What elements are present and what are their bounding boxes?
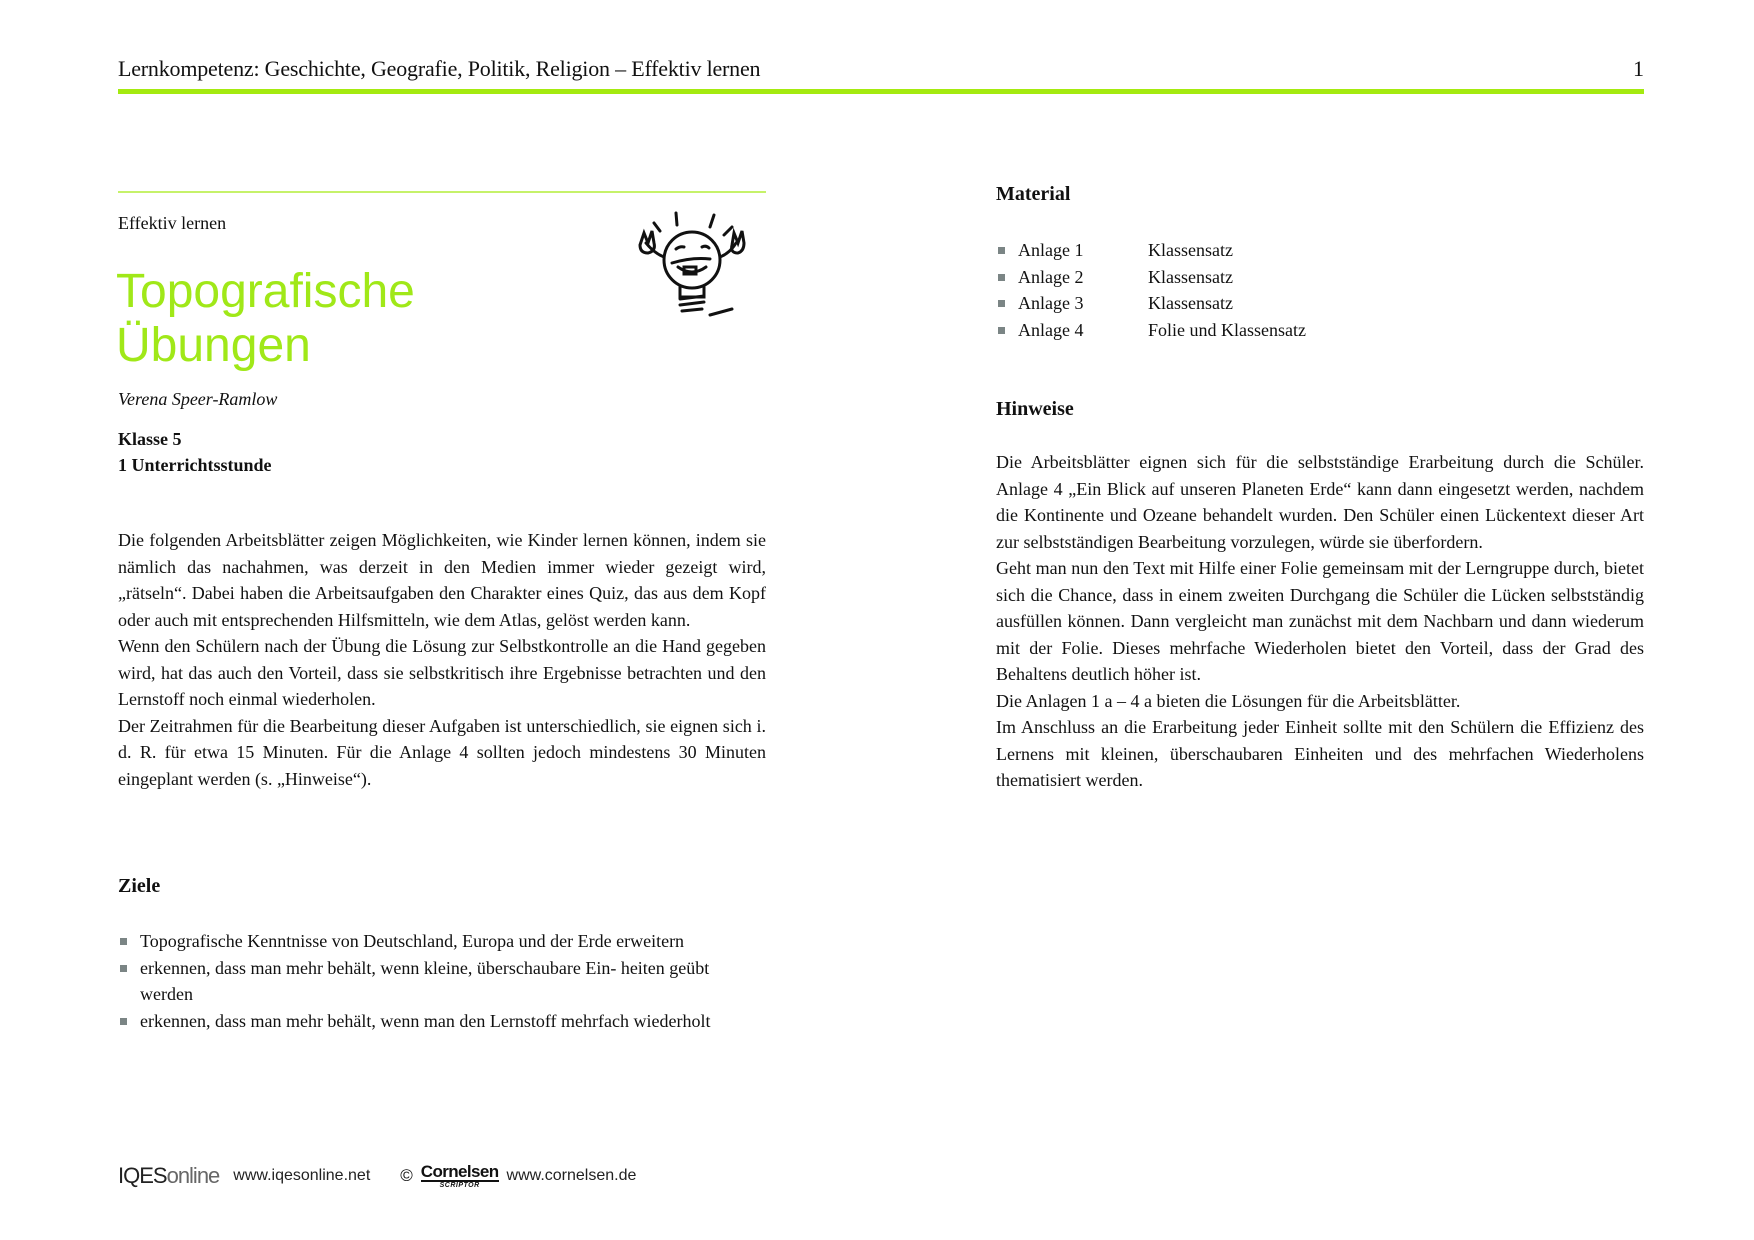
material-item — [996, 317, 1644, 344]
bullet-square-icon — [998, 327, 1005, 334]
notes-paragraph: Die Anlagen 1 a – 4 a bieten die Lösungen für die Arbeitsblätter. — [996, 690, 1461, 711]
iqes-brand: IQES — [118, 1163, 167, 1188]
page-footer — [118, 1160, 636, 1192]
goal-text: erkennen, dass man mehr behält, wenn kleine, überschaubare Ein- heiten geübt werden — [140, 957, 710, 1004]
iqes-brand-suffix: online — [166, 1163, 220, 1188]
series-kicker: Effektiv lernen — [118, 213, 227, 233]
material-type: Klassensatz — [1148, 240, 1233, 260]
notes-text — [996, 449, 1644, 794]
cornelsen-logo — [421, 1163, 499, 1189]
goal-item — [118, 1008, 766, 1035]
author: Verena Speer-Ramlow — [118, 389, 278, 409]
bullet-square-icon — [998, 300, 1005, 307]
material-list — [996, 237, 1644, 343]
goals-heading: Ziele — [118, 875, 161, 897]
goal-item — [118, 928, 766, 955]
bullet-square-icon — [120, 965, 127, 972]
lesson-meta — [118, 426, 272, 478]
bullet-square-icon — [998, 274, 1005, 281]
lesson-duration: 1 Unterrichtsstunde — [118, 455, 272, 475]
grade-level: Klasse 5 — [118, 429, 182, 449]
iqes-url-link[interactable]: www.iqesonline.net — [233, 1167, 371, 1184]
material-heading: Material — [996, 183, 1071, 205]
intro-paragraph: Die folgenden Arbeitsblätter zeigen Möglichkeiten, wie Kinder lernen können, indem sie nämlich das nachahmen, was derzeit in den Medien immer wieder gezeigt wird, „rätseln“. Dabei haben die Arbeitsaufgaben den Charakter eines Quiz, das aus dem Kopf oder auch mit entsprechenden Hilfsmitteln, wie dem Atlas, gelöst werden kann. — [118, 530, 766, 630]
publisher-sub: SCRIPTOR — [439, 1182, 480, 1189]
intro-paragraph: Wenn den Schülern nach der Übung die Lösung zur Selbstkontrolle an die Hand gegeben wird, hat das auch den Vorteil, dass sie selbstkritisch ihre Ergebnisse betrachten und den Lernstoff noch einmal wiederholen. — [118, 636, 766, 709]
notes-paragraph: Im Anschluss an die Erarbeitung jeder Einheit sollte mit den Schülern die Effizienz des Lernens mit kleinen, überschaubaren Einheiten und des mehrfachen Wiederholens thematisiert werden. — [996, 717, 1644, 790]
material-item — [996, 290, 1644, 317]
page-number: 1 — [1633, 56, 1644, 81]
copyright-symbol: © — [400, 1166, 413, 1185]
document-title — [116, 265, 415, 373]
section-divider — [118, 191, 766, 193]
title-line-1: Topografische — [116, 265, 415, 318]
material-type: Klassensatz — [1148, 266, 1233, 287]
goals-list — [118, 928, 766, 1034]
goal-text: erkennen, dass man mehr behält, wenn man den Lernstoff mehrfach wiederholt — [140, 1010, 711, 1031]
notes-paragraph: Die Arbeitsblätter eignen sich für die selbstständige Erarbeitung durch die Schüler. Anlage 4 „Ein Blick auf unseren Planeten Erde“ kann dann eingesetzt werden, nachdem die Kontinente und Ozeane behandelt wurden. Den Schüler einen Lückentext dieser Art zur selbstständigen Bearbeitung vorzulegen, würde sie überfordern. — [996, 452, 1644, 552]
material-name: Anlage 1 — [1018, 240, 1084, 260]
goal-text: Topografische Kenntnisse von Deutschland, Europa und der Erde erweitern — [140, 931, 685, 951]
notes-paragraph: Geht man nun den Text mit Hilfe einer Folie gemeinsam mit der Lerngruppe durch, bietet sich die Chance, dass in einem zweiten Durchgang die Schüler die Lücken selbstständig ausfüllen können. Dann vergleicht man zunächst mit dem Nachbarn und dann wiederum mit der Folie. Dieses mehrfache Wiederholen bietet den Vorteil, dass der Grad des Behaltens deutlich höher ist. — [996, 558, 1644, 684]
header-title: Lernkompetenz: Geschichte, Geografie, Politik, Religion – Effektiv lernen — [118, 56, 761, 81]
cornelsen-url-link[interactable]: www.cornelsen.de — [506, 1167, 637, 1184]
intro-text — [118, 527, 766, 792]
material-item — [996, 237, 1644, 264]
material-name: Anlage 2 — [1018, 266, 1084, 287]
lightbulb-character-icon — [620, 205, 760, 325]
material-item — [996, 264, 1644, 291]
publisher-name: Cornelsen — [420, 1162, 499, 1181]
bullet-square-icon — [120, 938, 127, 945]
goal-item — [118, 955, 766, 1008]
header-divider — [118, 89, 1644, 94]
iqes-logo — [118, 1163, 219, 1189]
material-name: Anlage 3 — [1018, 293, 1084, 313]
bullet-square-icon — [120, 1018, 127, 1025]
material-name: Anlage 4 — [1018, 319, 1084, 340]
material-type: Klassensatz — [1148, 293, 1233, 313]
page-header — [118, 50, 1644, 94]
material-type: Folie und Klassensatz — [1148, 319, 1306, 340]
notes-heading: Hinweise — [996, 398, 1074, 420]
intro-paragraph: Der Zeitrahmen für die Bearbeitung dieser Aufgaben ist unterschiedlich, sie eignen sich i. d. R. für etwa 15 Minuten. Für die Anlage 4 sollten jedoch mindestens 30 Minuten eingeplant werden (s. „Hinweise“). — [118, 715, 766, 789]
bullet-square-icon — [998, 247, 1005, 254]
title-line-2: Übungen — [116, 319, 311, 372]
